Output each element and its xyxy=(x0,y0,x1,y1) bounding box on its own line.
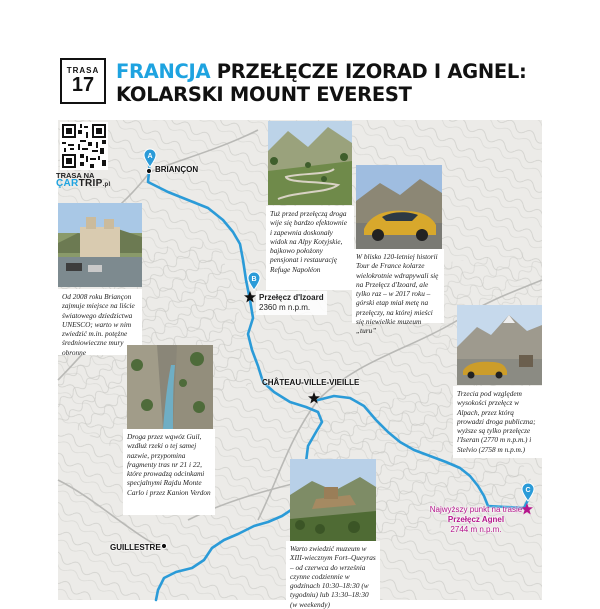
marker-c-icon[interactable] xyxy=(521,482,535,502)
title-rest: PRZEŁĘCZE IZORAD I AGNEL: KOLARSKI MOUNT EVEREST xyxy=(116,60,527,106)
road-photo xyxy=(268,121,352,205)
qr-caption-line1: TRASA NA xyxy=(56,171,95,180)
agnel-altitude: 2744 m n.p.m. xyxy=(450,525,502,534)
izoard-star-icon xyxy=(244,291,256,303)
briancon-photo xyxy=(58,203,142,287)
marker-a-label: A xyxy=(147,153,153,160)
briancon-caption: Od 2008 roku Briançon zajmuje miejsce na liście światowego dziedzictwa UNESCO; warto w nim zwiedzić m.in. potężne średniowieczne mury obronne xyxy=(58,289,142,355)
tour-caption: W blisko 120-letniej historii Tour de France kolarze wielokrotnie wdrapywali się na Przełęcz d'Izoard, ale tylko raz – w 2017 roku – górski etap miał metę na przełęczy, na której mieści się niewielkie muzeum „turu” xyxy=(352,249,444,323)
road-caption: Tuż przed przełęczą droga wije się bardzo efektownie i zapewnia doskonały widok na Alpy Kotyjskie, bajkowo położony pensjonat i restaurację Refuge Napoléon xyxy=(266,206,354,290)
place-label-guillestre: GUILLESTRE xyxy=(110,543,161,552)
marker-b-label: B xyxy=(251,276,257,283)
qr-code-icon[interactable] xyxy=(60,122,108,170)
qr-brand-b: TRIP xyxy=(78,178,103,189)
marker-c-label: C xyxy=(525,487,531,494)
qr-brand xyxy=(56,180,116,189)
agnel-name: Przełęcz Agnel xyxy=(447,515,505,524)
place-label-briancon: BRIANÇON xyxy=(155,165,199,174)
gorge-caption: Droga przez wąwóz Guil, wzdłuż rzeki o tej samej nazwie, przypomina fragmenty tras nr 21 i 22, które prowadzą odcinkami specjalnymi Rajdu Monte Carlo i przez Kanion Verdon xyxy=(123,429,215,515)
title-country: FRANCJA xyxy=(116,60,211,83)
place-label-chateau: CHÂTEAU-VILLE-VIEILLE xyxy=(262,378,360,387)
gorge-photo xyxy=(127,345,213,429)
qr-caption xyxy=(56,172,116,189)
qr-brand-suffix: .pl xyxy=(102,182,111,188)
briancon-dot-icon xyxy=(145,167,153,175)
car-photo xyxy=(356,165,442,249)
route-number: 17 xyxy=(71,74,95,96)
agnel-heading: Najwyższy punkt na trasie xyxy=(429,505,523,514)
route-badge xyxy=(60,58,106,104)
izoard-altitude: 2360 m n.p.m. xyxy=(259,303,311,312)
guillestre-dot-icon xyxy=(160,542,168,550)
chateau-star-icon xyxy=(308,392,320,404)
marker-b-icon[interactable] xyxy=(247,271,261,291)
route-label: TRASA xyxy=(66,66,100,75)
fort-photo xyxy=(290,459,376,541)
izoard-name: Przełęcz d'Izoard xyxy=(259,293,324,302)
queyras-caption: Warto zwiedzić muzeum w XIII-wiecznym Fort–Queyras – od czerwca do września czynne codziennie w godzinach 10:30–18:30 (w tygodniu) lub 13:30–18:30 (w weekendy) xyxy=(286,541,380,600)
izoard-pass-label xyxy=(256,291,327,315)
agnel-caption: Trzecia pod względem wysokości przełęcz w Alpach, przez którą prowadzi droga publiczna; wyższe są tylko przełęcze l'Iseran (2770 m n.p.m.) i Stelvio (2758 m n.p.m.) xyxy=(453,386,542,458)
agnel-pass-label xyxy=(420,505,532,535)
qr-brand-a: ÇAR xyxy=(56,178,79,189)
agnel-photo xyxy=(457,305,542,385)
page-title xyxy=(116,60,556,106)
